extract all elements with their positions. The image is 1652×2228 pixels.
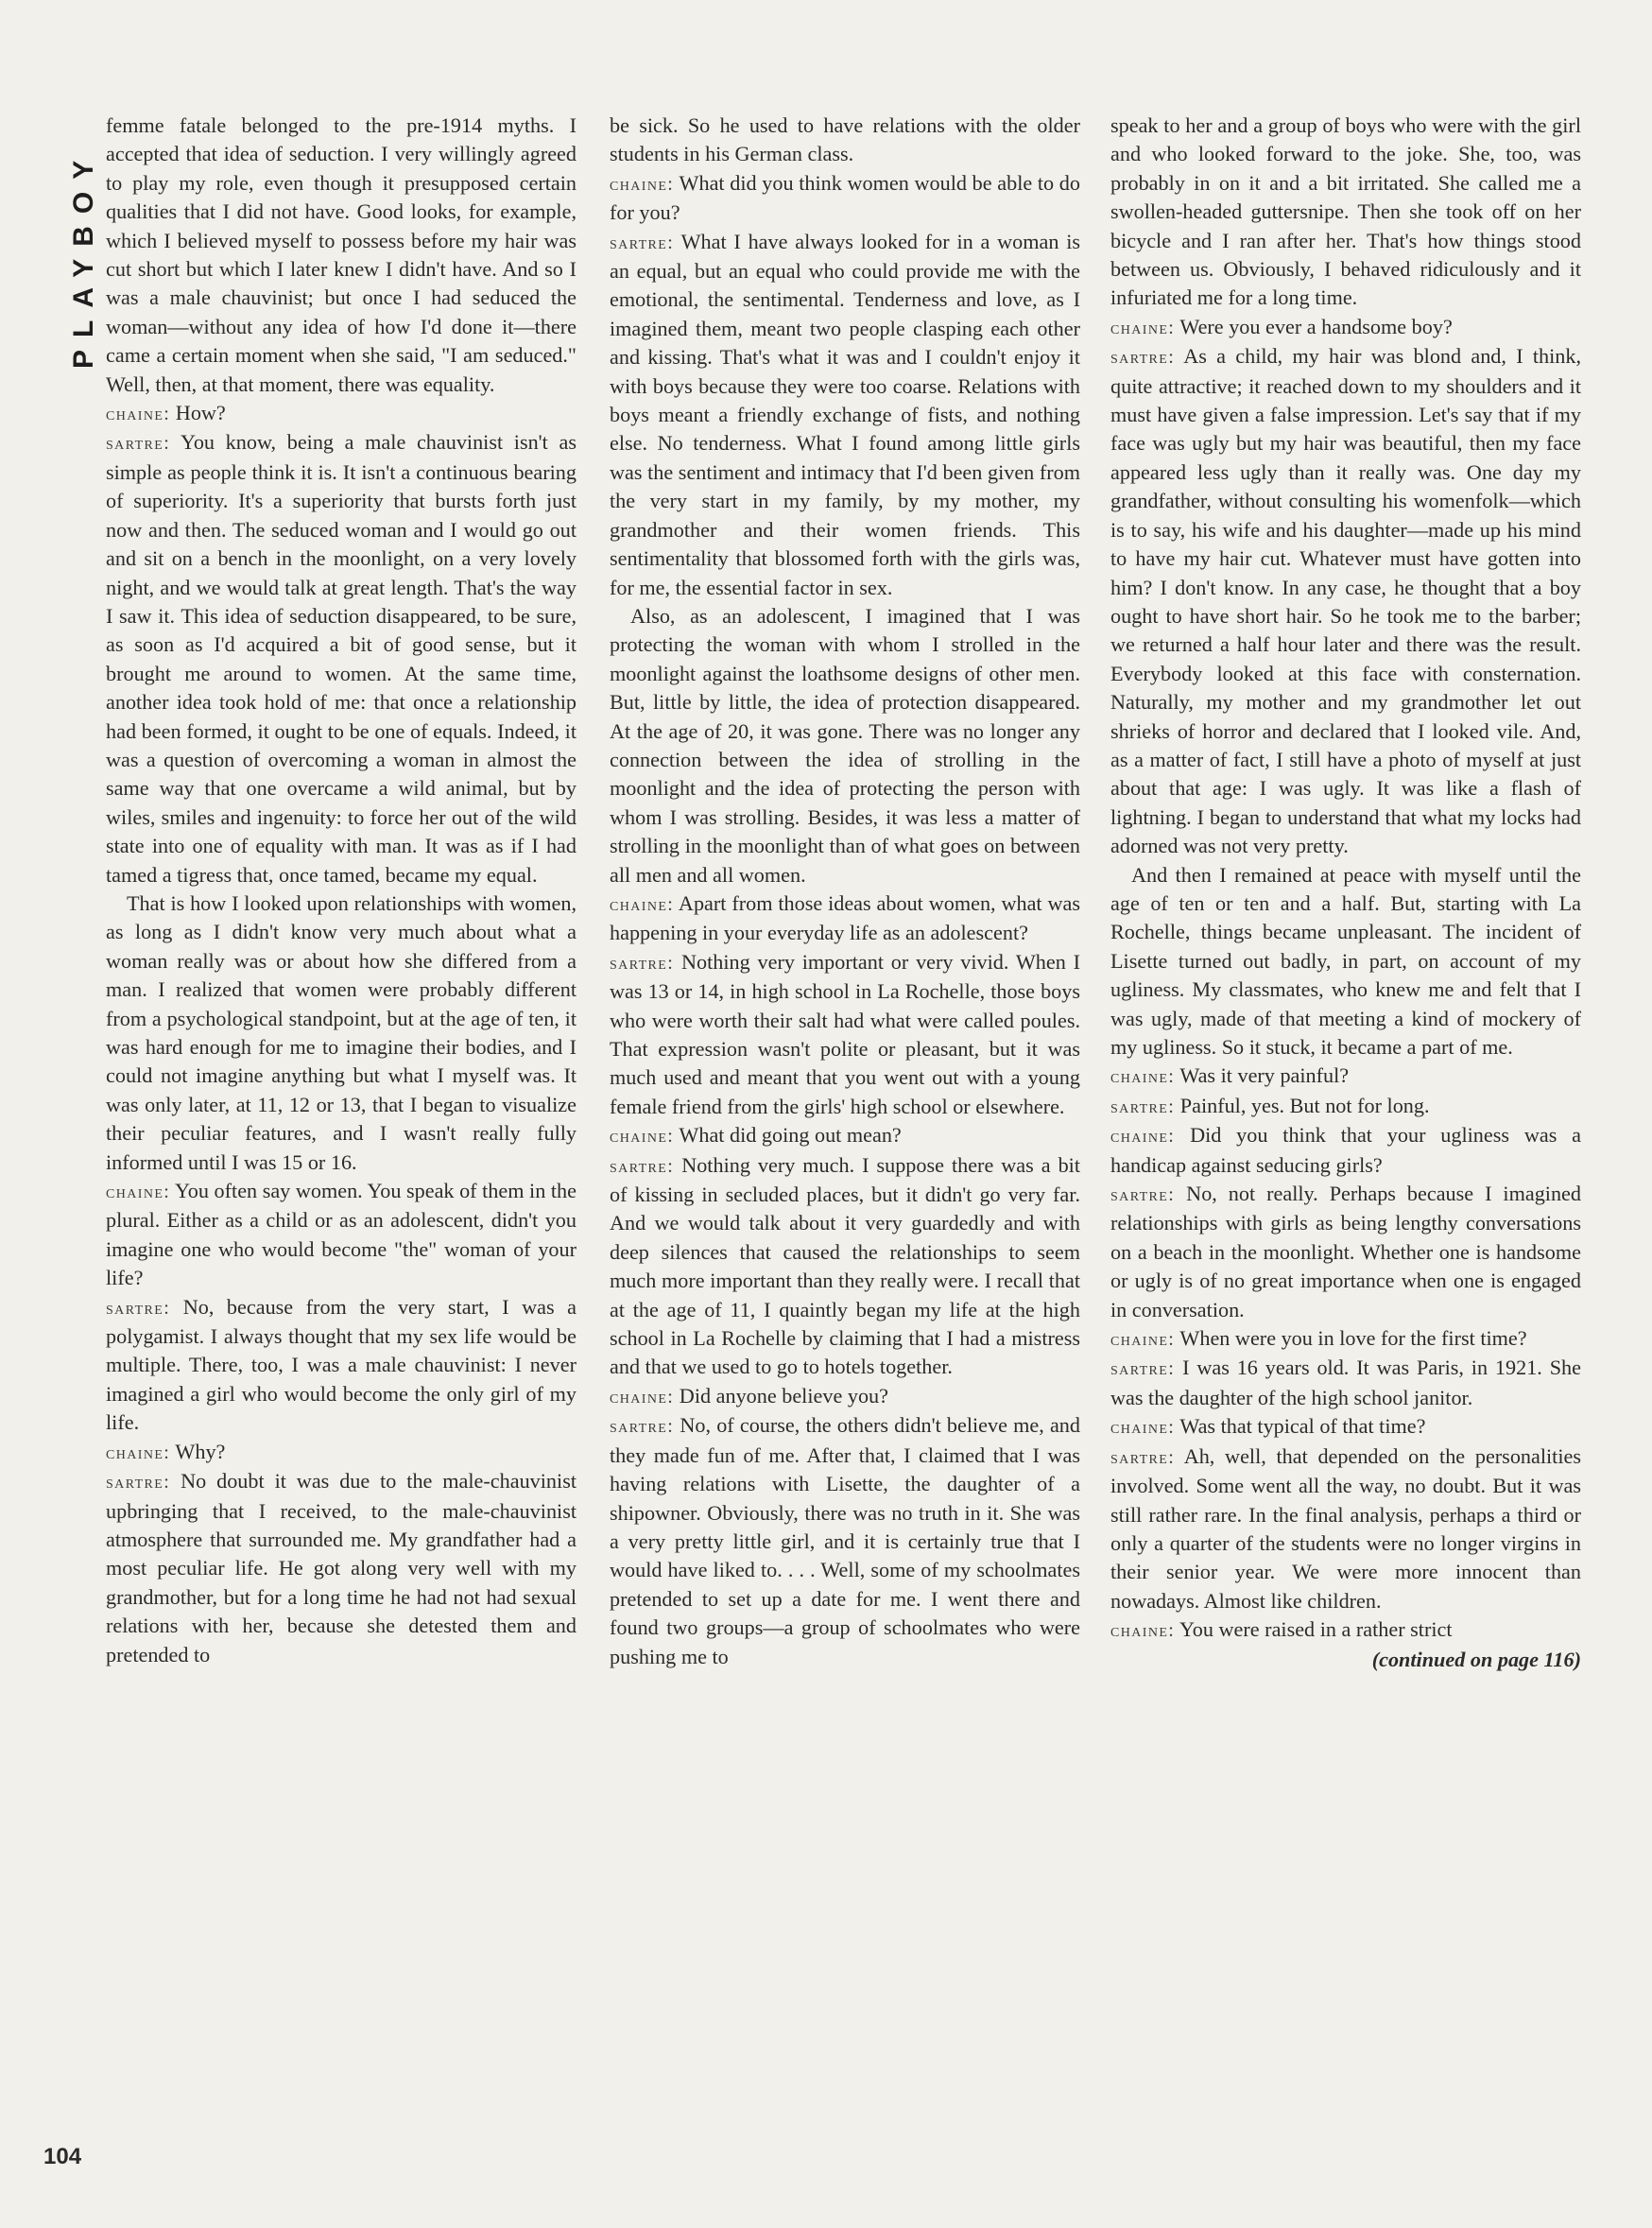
paragraph <box>106 112 576 399</box>
speaker-label: sartre: <box>1110 1446 1176 1468</box>
paragraph <box>106 1177 576 1293</box>
paragraph <box>1110 112 1581 313</box>
paragraph-text: Nothing very important or very vivid. When I was 13 or 14, in high school in La Rochelle, those boys who were worth their salt had what were called poules. That expression wasn't polite or pleasant, but it was much used and meant that you went out with a young female friend from the girls' high school or elsewhere. <box>610 949 1080 1118</box>
paragraph-text: You know, being a male chauvinist isn't as simple as people think it is. It isn't a continuous bearing of superiority. It's a superiority that bursts forth just now and then. The seduced woman and I would go out and sit on a bench in the moonlight, on a very lovely night, and we would talk at great length. That's the way I saw it. This idea of seduction disappeared, to be sure, as soon as I'd acquired a bit of good sense, but it brought me around to women. At the same time, another idea took hold of me: that once a relationship had been formed, it ought to be one of equals. Indeed, it was a question of overcoming a woman in almost the same way that one overcame a wild animal, but by wiles, smiles and ingenuity: to force her out of the wild state into one of equality with man. It was as if I had tamed a tigress that, once tamed, became my equal. <box>106 430 576 887</box>
paragraph <box>610 602 1080 889</box>
paragraph <box>1110 1062 1581 1091</box>
paragraph <box>610 228 1080 602</box>
paragraph <box>1110 1442 1581 1615</box>
speaker-label: sartre: <box>1110 1096 1176 1117</box>
speaker-label: chaine: <box>106 404 171 425</box>
paragraph <box>1110 1092 1581 1121</box>
paragraph <box>1110 861 1581 1062</box>
paragraph-text: Was it very painful? <box>1179 1063 1350 1088</box>
paragraph-text: femme fatale belonged to the pre-1914 myths. I accepted that idea of seduction. I very willingly agreed to play my role, even though it presupposed certain qualities that I did not have. Good looks, for example, which I believed myself to possess before my hair was cut short but which I later knew I didn't have. And so I was a male chauvinist; but once I had seduced the woman—without any idea of how I'd done it—there came a certain moment when she said, "I am seduced." Well, then, at that moment, there was equality. <box>106 113 576 396</box>
paragraph-text: What I have always looked for in a woman is an equal, but an equal who could provide me with the emotional, the sentimental. Tenderness and love, as I imagined them, meant two people clasping each other and kissing. That's what it was and I couldn't enjoy it with boys because they were too coarse. Relations with boys meant a friendly exchange of fists, and nothing else. No tenderness. What I found among little girls was the sentiment and intimacy that I'd been given from the very start in my family, by my mother, my grandmother and their women friends. This sentimentality that blossomed forth with the girls was, for me, the essential factor in sex. <box>610 229 1080 599</box>
paragraph <box>106 1293 576 1438</box>
paragraph <box>610 1382 1080 1411</box>
paragraph <box>610 948 1080 1121</box>
paragraph-text: No, because from the very start, I was a polygamist. I always thought that my sex life would be multiple. There, too, I was a male chauvinist: I never imagined a girl who would become the only girl of my life. <box>106 1294 576 1435</box>
paragraph-text: Did you think that your ugliness was a handicap against seducing girls? <box>1110 1123 1581 1177</box>
paragraph <box>610 169 1080 228</box>
paragraph <box>1110 342 1581 860</box>
paragraph <box>1110 1324 1581 1354</box>
column-1 <box>106 112 576 1669</box>
paragraph-text: Were you ever a handsome boy? <box>1179 314 1453 338</box>
speaker-label: chaine: <box>1110 1329 1176 1351</box>
paragraph-text: No doubt it was due to the male-chauvinist upbringing that I received, to the male-chauvinist atmosphere that surrounded me. My grandfather had a most peculiar life. He got along very well with my grandmother, but for a long time he had not had sexual relations with her, because she detested them and pretended to <box>106 1469 576 1667</box>
paragraph-text: Painful, yes. But not for long. <box>1179 1093 1430 1117</box>
speaker-label: chaine: <box>1110 1066 1176 1088</box>
paragraph <box>106 428 576 889</box>
paragraph <box>1110 1412 1581 1442</box>
speaker-label: sartre: <box>610 1155 675 1177</box>
speaker-label: sartre: <box>106 1297 171 1319</box>
speaker-label: sartre: <box>1110 1358 1176 1380</box>
speaker-label: sartre: <box>1110 347 1176 369</box>
continued-note: (continued on page 116) <box>1371 1647 1581 1671</box>
page-number: 104 <box>43 2144 82 2169</box>
paragraph-text: And then I remained at peace with myself until the age of ten or ten and a half. But, starting with La Rochelle, things became unpleasant. The incident of Lisette turned out badly, in part, on account of my ugliness. My classmates, who knew me and felt that I was ugly, made of that meeting a kind of mockery of my ugliness. So it stuck, it became a part of me. <box>1110 862 1581 1059</box>
paragraph <box>1110 1354 1581 1412</box>
paragraph <box>1110 313 1581 342</box>
paragraph <box>610 112 1080 169</box>
speaker-label: sartre: <box>106 433 171 455</box>
paragraph-text: Nothing very much. I suppose there was a bit of kissing in secluded places, but it didn't go very far. And we would talk about it very guardedly and with deep silences that caused the relationships to seem much more important than they really were. I recall that at the age of 11, I quaintly began my life at the high school in La Rochelle by claiming that I had a mistress and that we used to go to hotels together. <box>610 1152 1080 1379</box>
speaker-label: chaine: <box>106 1182 171 1203</box>
paragraph-text: As a child, my hair was blond and, I think, quite attractive; it reached down to my shoulders and it must have given a false impression. Let's say that if my face was ugly but my hair was beautiful, then my face appeared less ugly than it really was. One day my grandfather, without consulting his womenfolk—which is to say, his wife and his daughter—made up his mind to have my hair cut. Whatever must have gotten into him? I don't know. In any case, he thought that a boy ought to have short hair. So he took me to the barber; we returned a half hour later and there was the result. Everybody looked at this face with consternation. Naturally, my mother and my grandmother let out shrieks of horror and declared that I looked vile. And, as a matter of fact, I still have a photo of myself at just about that age: I was ugly. It was like a flash of lightning. I began to understand that what my locks had adorned was not very pretty. <box>1110 344 1582 858</box>
paragraph <box>610 1151 1080 1382</box>
paragraph <box>106 399 576 428</box>
speaker-label: chaine: <box>610 893 675 915</box>
paragraph-text: I was 16 years old. It was Paris, in 1921. She was the daughter of the high school janitor. <box>1110 1356 1581 1409</box>
paragraph <box>610 889 1080 948</box>
speaker-label: chaine: <box>610 1386 675 1408</box>
paragraph-text: Did anyone believe you? <box>679 1383 888 1408</box>
paragraph-text: No, of course, the others didn't believe me, and they made fun of me. After that, I claimed that I was having relations with Lisette, the daughter of a shipowner. Obviously, there was no truth in it. She was a very pretty little girl, and it is certainly true that I would have liked to. . . . Well, some of my schoolmates pretended to set up a date for me. I went there and found two groups—a group of schoolmates who were pushing me to <box>610 1413 1080 1668</box>
paragraph <box>610 1411 1080 1671</box>
speaker-label: chaine: <box>106 1442 171 1463</box>
paragraph-text: When were you in love for the first time? <box>1179 1326 1527 1351</box>
paragraph-text: Ah, well, that depended on the personalities involved. Some went all the way, no doubt. But it was still rather rare. In the final analysis, perhaps a third or only a quarter of the students were no longer virgins in their senior year. We were more innocent than nowadays. Almost like children. <box>1110 1443 1581 1613</box>
paragraph-text: Was that typical of that time? <box>1179 1414 1426 1439</box>
paragraph-text: Also, as an adolescent, I imagined that I was protecting the woman with whom I strolled in the moonlight against the loathsome designs of other men. But, little by little, the idea of protection disappeared. At the age of 20, it was gone. There was no longer any connection between the idea of strolling in the moonlight and the idea of protecting the person with whom I was strolling. Besides, it was less a matter of strolling in the moonlight than of what goes on between all men and all women. <box>610 603 1080 887</box>
paragraph-text: What did you think women would be able to do for you? <box>610 170 1080 225</box>
speaker-label: sartre: <box>610 1416 675 1438</box>
column-3 <box>1110 112 1581 1674</box>
paragraph-text: How? <box>175 401 226 425</box>
speaker-label: chaine: <box>610 173 675 195</box>
masthead-text: PLAYBOY <box>68 147 99 369</box>
speaker-label: sartre: <box>610 952 675 974</box>
speaker-label: sartre: <box>1110 1184 1176 1206</box>
speaker-label: chaine: <box>1110 1620 1176 1642</box>
speaker-label: sartre: <box>610 232 675 253</box>
paragraph-text: No, not really. Perhaps because I imagined relationships with girls as being lengthy conversations on a beach in the moonlight. Whether one is handsome or ugly is of no great importance when one is engaged in conversation. <box>1110 1182 1581 1321</box>
paragraph-text: speak to her and a group of boys who were with the girl and who looked forward to the joke. She, too, was probably in on it and a bit irritated. She called me a swollen-headed guttersnipe. Then she took off on her bicycle and I ran after her. That's how things stood between us. Obviously, I behaved ridiculously and it infuriated me for a long time. <box>1110 113 1581 310</box>
paragraph <box>1110 1180 1581 1324</box>
paragraph-text: Why? <box>175 1439 226 1463</box>
paragraph <box>106 1438 576 1467</box>
paragraph <box>106 1467 576 1669</box>
speaker-label: sartre: <box>106 1472 171 1494</box>
column-2 <box>610 112 1080 1671</box>
paragraph-text: Apart from those ideas about women, what was happening in your everyday life as an adolescent? <box>610 890 1080 945</box>
paragraph-text: What did going out mean? <box>679 1123 902 1148</box>
paragraph-text: That is how I looked upon relationships with women, as long as I didn't know very much about what a woman really was or about how she differed from a man. I realized that women were probably different from a psychological standpoint, but at the age of ten, it was hard enough for me to imagine their bodies, and I could not imagine anything but what I myself was. It was only later, at 11, 12 or 13, that I began to visualize their peculiar features, and I wasn't really fully informed until I was 15 or 16. <box>106 890 576 1174</box>
speaker-label: chaine: <box>610 1126 675 1148</box>
paragraph-text: You were raised in a rather strict <box>1179 1617 1453 1642</box>
speaker-label: chaine: <box>1110 1126 1176 1148</box>
masthead <box>38 106 99 380</box>
speaker-label: chaine: <box>1110 1417 1176 1439</box>
paragraph-text: You often say women. You speak of them in the plural. Either as a child or as an adolescent, didn't you imagine one who would become "the" woman of your life? <box>106 1179 576 1290</box>
paragraph <box>1110 1615 1581 1645</box>
paragraph <box>1110 1121 1581 1180</box>
paragraph-text: be sick. So he used to have relations with the older students in his German class. <box>610 113 1080 166</box>
paragraph <box>106 889 576 1177</box>
speaker-label: chaine: <box>1110 317 1176 338</box>
paragraph <box>610 1121 1080 1150</box>
